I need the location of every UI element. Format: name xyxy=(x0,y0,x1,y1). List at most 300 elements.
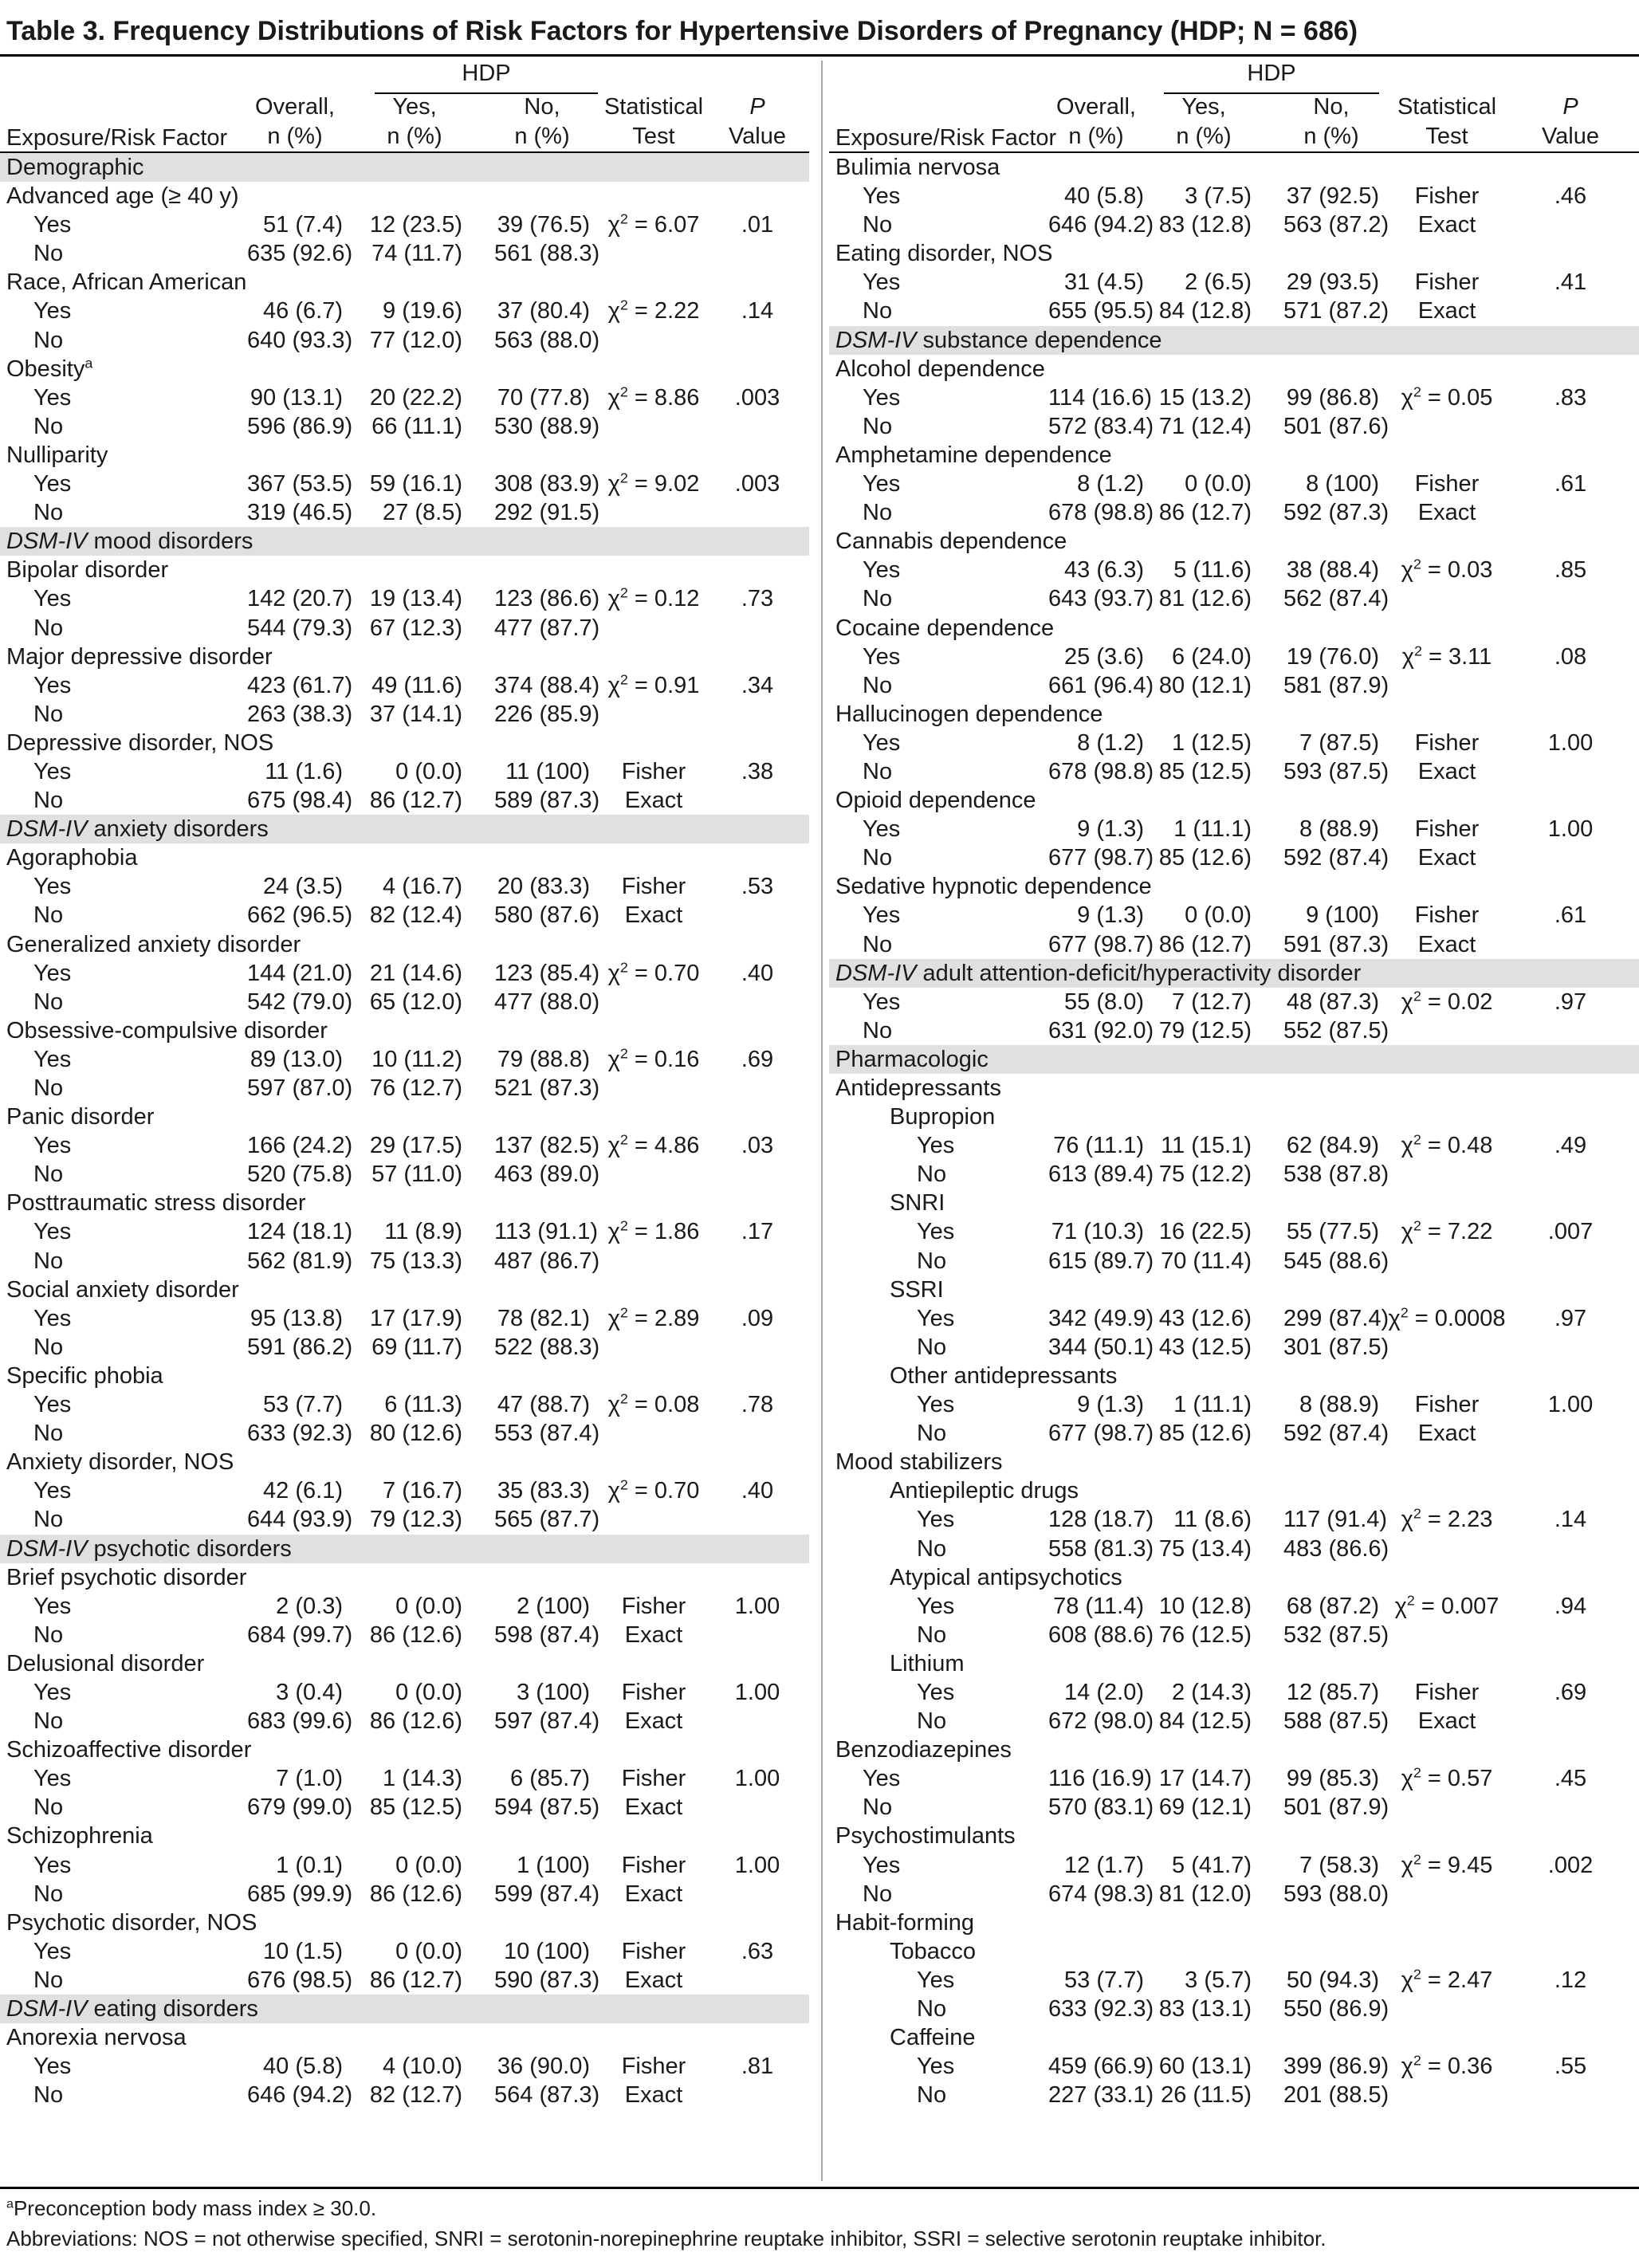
overall-cell: 646 (94.2) xyxy=(247,2082,353,2109)
statistical-test-cell: Fisher xyxy=(1414,471,1480,497)
row-group-label xyxy=(0,441,809,470)
p-value-cell: 1.00 xyxy=(1547,1392,1594,1418)
statistical-test-cell: Fisher xyxy=(621,1766,686,1792)
p-value-cell: .14 xyxy=(741,298,774,324)
section-header xyxy=(829,959,1639,988)
row-label: Yes xyxy=(863,816,901,843)
hdp-no-cell: 37 (80.4) xyxy=(497,298,590,324)
hdp-yes-cell: 0 (0.0) xyxy=(1185,471,1252,497)
p-value-cell: .08 xyxy=(1554,643,1587,670)
row-label: No xyxy=(33,1967,64,1993)
row-group-label xyxy=(0,843,809,872)
overall-cell: 89 (13.0) xyxy=(250,1046,343,1072)
hdp-no-cell: 19 (76.0) xyxy=(1286,643,1379,670)
hdp-no-cell: 70 (77.8) xyxy=(497,384,590,411)
table-row xyxy=(0,1476,809,1505)
overall-cell: 46 (6.7) xyxy=(263,298,343,324)
hdp-yes-cell: 79 (12.5) xyxy=(1158,1017,1252,1044)
hdp-no-cell: 589 (87.3) xyxy=(494,788,600,814)
hdp-yes-cell: 59 (16.1) xyxy=(369,471,462,497)
hdp-yes-cell: 79 (12.3) xyxy=(369,1507,462,1533)
overall-cell: 2 (0.3) xyxy=(276,1593,343,1619)
p-value-cell: .83 xyxy=(1554,384,1587,411)
table-row xyxy=(829,815,1639,843)
table-row xyxy=(829,383,1639,412)
hdp-yes-cell: 5 (41.7) xyxy=(1172,1852,1252,1878)
hdp-no-cell: 37 (92.5) xyxy=(1286,183,1379,210)
row-label: No xyxy=(33,788,64,814)
table-row xyxy=(829,498,1639,527)
row-group-label xyxy=(0,1563,809,1592)
table-row xyxy=(0,239,809,268)
hdp-no-cell: 308 (83.9) xyxy=(494,471,600,497)
hdp-yes-cell: 84 (12.8) xyxy=(1158,298,1252,324)
p-value-cell: .002 xyxy=(1547,1852,1594,1878)
p-value-cell: .09 xyxy=(741,1305,774,1331)
p-value-cell: .69 xyxy=(1554,1679,1587,1705)
row-label: Yes xyxy=(917,1219,955,1245)
top-rule xyxy=(0,54,1639,57)
row-label: Anxiety disorder, NOS xyxy=(6,1449,234,1476)
row-group-label xyxy=(0,1735,809,1764)
table-row xyxy=(0,1966,809,1995)
hdp-yes-cell: 6 (24.0) xyxy=(1172,643,1252,670)
table-row xyxy=(0,786,809,815)
header-yes-line1: Yes, xyxy=(1181,94,1226,120)
row-label: Yes xyxy=(863,729,901,756)
hdp-yes-cell: 86 (12.7) xyxy=(1158,931,1252,957)
p-value-cell: .01 xyxy=(741,212,774,238)
row-label: Yes xyxy=(863,1766,901,1792)
row-group-label xyxy=(829,1649,1639,1678)
overall-cell: 423 (61.7) xyxy=(247,672,353,698)
p-value-cell: .94 xyxy=(1554,1593,1587,1619)
table-row xyxy=(0,1707,809,1735)
overall-cell: 640 (93.3) xyxy=(247,327,353,353)
row-label: No xyxy=(33,1708,64,1735)
table-row xyxy=(0,1851,809,1880)
hdp-yes-cell: 21 (14.6) xyxy=(369,960,462,986)
row-label: Yes xyxy=(33,1478,72,1504)
header-overall xyxy=(1048,92,1144,151)
table-row xyxy=(829,1505,1639,1534)
row-label: Schizoaffective disorder xyxy=(6,1737,252,1763)
hdp-yes-cell: 83 (12.8) xyxy=(1158,212,1252,238)
hdp-no-cell: 48 (87.3) xyxy=(1286,989,1379,1015)
row-label: Yes xyxy=(917,1133,955,1159)
hdp-no-cell: 10 (100) xyxy=(503,1938,590,1964)
row-label: Amphetamine dependence xyxy=(835,442,1112,468)
table-row xyxy=(829,729,1639,757)
hdp-yes-cell: 85 (12.6) xyxy=(1158,845,1252,871)
hdp-no-cell: 565 (87.7) xyxy=(494,1507,600,1533)
table-row xyxy=(829,182,1639,210)
statistical-test-cell: Exact xyxy=(624,1881,683,1907)
statistical-test-cell: Exact xyxy=(1417,1421,1476,1447)
hdp-yes-cell: 81 (12.6) xyxy=(1158,586,1252,612)
statistical-test-cell: Exact xyxy=(1417,931,1476,957)
hdp-no-cell: 545 (88.6) xyxy=(1283,1248,1389,1274)
column-header xyxy=(829,59,1639,153)
p-value-cell: .61 xyxy=(1554,902,1587,929)
p-value-cell: .63 xyxy=(741,1938,774,1964)
hdp-no-cell: 137 (82.5) xyxy=(494,1133,600,1159)
overall-cell: 596 (86.9) xyxy=(247,413,353,439)
hdp-no-cell: 68 (87.2) xyxy=(1286,1593,1379,1619)
row-label: Panic disorder xyxy=(6,1104,155,1130)
row-label: Race, African American xyxy=(6,269,247,296)
table-row xyxy=(829,470,1639,498)
row-label: Psychotic disorder, NOS xyxy=(6,1909,257,1936)
header-p-value xyxy=(1515,92,1626,151)
header-statistical-test xyxy=(1387,92,1507,151)
row-label: No xyxy=(33,701,64,727)
table-row xyxy=(829,1535,1639,1563)
p-value-cell: .49 xyxy=(1554,1133,1587,1159)
row-label: Yes xyxy=(33,212,72,238)
hdp-yes-cell: 77 (12.0) xyxy=(369,327,462,353)
footnote-abbreviations: Abbreviations: NOS = not otherwise specified, SNRI = serotonin-norepinephrine reuptake inhibitor, SSRI = selective serotonin reuptake inhibitor. xyxy=(6,2227,1327,2250)
table-row xyxy=(829,901,1639,930)
overall-cell: 615 (89.7) xyxy=(1048,1248,1154,1274)
row-group-label xyxy=(829,527,1639,556)
hdp-no-cell: 598 (87.4) xyxy=(494,1621,600,1648)
statistical-test-cell: $\chi^2 = 3.11$ xyxy=(1401,642,1492,670)
row-label: Delusional disorder xyxy=(6,1650,205,1676)
row-group-label xyxy=(829,355,1639,383)
hdp-no-cell: 592 (87.4) xyxy=(1283,845,1389,871)
hdp-yes-cell: 49 (11.6) xyxy=(371,672,462,698)
statistical-test-cell: Fisher xyxy=(621,2054,686,2080)
statistical-test-cell: $\chi^2 = 0.0008$ xyxy=(1388,1304,1506,1331)
hdp-no-cell: 35 (83.3) xyxy=(497,1478,590,1504)
overall-cell: 608 (88.6) xyxy=(1048,1621,1154,1648)
row-label: No xyxy=(863,1881,893,1907)
p-value-cell: 1.00 xyxy=(734,1679,780,1705)
row-group-label xyxy=(0,1016,809,1045)
row-label: Tobacco xyxy=(890,1938,977,1964)
overall-cell: 43 (6.3) xyxy=(1064,557,1144,584)
row-group-label xyxy=(829,1735,1639,1764)
hdp-yes-cell: 75 (13.4) xyxy=(1158,1535,1252,1562)
hdp-no-cell: 553 (87.4) xyxy=(494,1421,600,1447)
row-group-label xyxy=(0,1276,809,1304)
statistical-test-cell: $\chi^2 = 0.12$ xyxy=(607,584,700,612)
header-p-value-line1: P xyxy=(749,94,765,120)
overall-cell: 661 (96.4) xyxy=(1048,672,1154,698)
hdp-no-cell: 8 (100) xyxy=(1306,471,1379,497)
row-label: No xyxy=(33,1334,64,1360)
table-row xyxy=(0,584,809,613)
row-group-label xyxy=(829,239,1639,268)
statistical-test-cell: $\chi^2 = 0.16$ xyxy=(607,1045,700,1072)
table-row xyxy=(0,297,809,325)
header-no-line1: No, xyxy=(1313,94,1350,120)
row-label: Yes xyxy=(917,2054,955,2080)
row-label: Cocaine dependence xyxy=(835,615,1055,641)
statistical-test-cell: $\chi^2 = 2.23$ xyxy=(1401,1505,1493,1533)
statistical-test-cell: Fisher xyxy=(1414,729,1480,756)
p-value-cell: 1.00 xyxy=(1547,729,1594,756)
table-row xyxy=(829,1160,1639,1189)
overall-cell: 570 (83.1) xyxy=(1048,1794,1154,1821)
hdp-yes-cell: 81 (12.0) xyxy=(1158,1881,1252,1907)
hdp-no-cell: 593 (88.0) xyxy=(1283,1881,1389,1907)
row-label: Obsessive-compulsive disorder xyxy=(6,1017,328,1044)
hdp-no-cell: 593 (87.5) xyxy=(1283,758,1389,784)
row-label: Agoraphobia xyxy=(6,845,138,871)
row-label: No xyxy=(33,1421,64,1447)
overall-cell: 685 (99.9) xyxy=(247,1881,353,1907)
statistical-test-cell: Fisher xyxy=(621,1679,686,1705)
table-row xyxy=(829,1592,1639,1621)
hdp-yes-cell: 12 (23.5) xyxy=(369,212,462,238)
hdp-no-cell: 123 (85.4) xyxy=(494,960,600,986)
overall-cell: 8 (1.2) xyxy=(1077,729,1144,756)
row-group-label xyxy=(829,1476,1639,1505)
overall-cell: 53 (7.7) xyxy=(1064,1967,1144,1993)
row-label: Opioid dependence xyxy=(835,788,1036,814)
hdp-group-header: HDP xyxy=(1247,61,1296,86)
row-label: Advanced age (≥ 40 y) xyxy=(6,183,239,210)
row-label: Yes xyxy=(33,672,72,698)
overall-cell: 116 (16.9) xyxy=(1048,1766,1153,1792)
row-group-label xyxy=(0,729,809,757)
overall-cell: 319 (46.5) xyxy=(247,500,353,526)
hdp-no-cell: 8 (88.9) xyxy=(1299,816,1379,843)
statistical-test-cell: $\chi^2 = 8.86$ xyxy=(607,383,700,411)
hdp-no-cell: 592 (87.3) xyxy=(1283,500,1389,526)
statistical-test-cell: Fisher xyxy=(1414,1679,1480,1705)
hdp-no-cell: 39 (76.5) xyxy=(497,212,590,238)
overall-cell: 42 (6.1) xyxy=(263,1478,343,1504)
hdp-yes-cell: 16 (22.5) xyxy=(1158,1219,1252,1245)
statistical-test-cell: Fisher xyxy=(621,1593,686,1619)
overall-cell: 14 (2.0) xyxy=(1064,1679,1144,1705)
statistical-test-cell: $\chi^2 = 0.57$ xyxy=(1401,1764,1493,1792)
row-label: Antidepressants xyxy=(835,1075,1001,1101)
hdp-no-cell: 55 (77.5) xyxy=(1286,1219,1379,1245)
row-label: No xyxy=(863,1017,893,1044)
hdp-no-cell: 8 (88.9) xyxy=(1299,1392,1379,1418)
hdp-no-cell: 594 (87.5) xyxy=(494,1794,600,1821)
overall-cell: 344 (50.1) xyxy=(1048,1334,1154,1360)
hdp-no-cell: 50 (94.3) xyxy=(1286,1967,1379,1993)
hdp-yes-cell: 43 (12.5) xyxy=(1158,1334,1252,1360)
overall-cell: 25 (3.6) xyxy=(1064,643,1144,670)
hdp-no-cell: 62 (84.9) xyxy=(1286,1133,1379,1159)
hdp-no-cell: 483 (86.6) xyxy=(1283,1535,1389,1562)
row-label: Benzodiazepines xyxy=(835,1737,1012,1763)
hdp-yes-cell: 1 (11.1) xyxy=(1173,816,1252,843)
row-label: Cannabis dependence xyxy=(835,529,1067,555)
hdp-yes-cell: 1 (11.1) xyxy=(1173,1392,1252,1418)
bottom-rule xyxy=(0,2187,1639,2189)
table-row xyxy=(829,757,1639,786)
row-label: Yes xyxy=(33,1938,72,1964)
row-label: DSM-IV anxiety disorders xyxy=(6,816,269,843)
hdp-yes-cell: 75 (12.2) xyxy=(1158,1162,1252,1188)
table-row xyxy=(0,988,809,1016)
p-value-cell: .40 xyxy=(741,1478,774,1504)
overall-cell: 78 (11.4) xyxy=(1053,1593,1144,1619)
table-row xyxy=(0,210,809,239)
overall-cell: 71 (10.3) xyxy=(1051,1219,1144,1245)
overall-cell: 24 (3.5) xyxy=(263,874,343,900)
p-value-cell: 1.00 xyxy=(734,1852,780,1878)
statistical-test-cell: $\chi^2 = 0.70$ xyxy=(607,958,700,986)
overall-cell: 263 (38.3) xyxy=(247,701,353,727)
p-value-cell: .007 xyxy=(1547,1219,1594,1245)
hdp-no-cell: 99 (85.3) xyxy=(1286,1766,1379,1792)
overall-cell: 631 (92.0) xyxy=(1048,1017,1154,1044)
p-value-cell: .03 xyxy=(741,1133,774,1159)
hdp-no-cell: 501 (87.6) xyxy=(1283,413,1389,439)
hdp-yes-cell: 82 (12.7) xyxy=(369,2082,462,2109)
hdp-no-cell: 226 (85.9) xyxy=(494,701,600,727)
p-value-cell: .69 xyxy=(741,1046,774,1072)
row-label: Caffeine xyxy=(890,2025,976,2051)
statistical-test-cell: Fisher xyxy=(621,874,686,900)
hdp-no-cell: 301 (87.5) xyxy=(1283,1334,1389,1360)
row-label: No xyxy=(863,212,893,238)
table-title: Table 3. Frequency Distributions of Risk Factors for Hypertensive Disorders of Pregnancy (HDP; N = 686) xyxy=(6,16,1358,46)
hdp-group-header: HDP xyxy=(462,61,511,86)
table-row xyxy=(829,1966,1639,1995)
row-label: Hallucinogen dependence xyxy=(835,701,1103,727)
hdp-no-cell: 561 (88.3) xyxy=(494,241,600,267)
table-row xyxy=(0,470,809,498)
hdp-yes-cell: 17 (14.7) xyxy=(1158,1766,1252,1792)
hdp-no-cell: 99 (86.8) xyxy=(1286,384,1379,411)
overall-cell: 128 (18.7) xyxy=(1048,1507,1154,1533)
row-label: No xyxy=(917,1708,947,1735)
overall-cell: 11 (1.6) xyxy=(265,758,343,784)
hdp-yes-cell: 84 (12.5) xyxy=(1158,1708,1252,1735)
row-group-label xyxy=(0,1103,809,1131)
row-label: Yes xyxy=(33,586,72,612)
hdp-yes-cell: 69 (11.7) xyxy=(371,1334,462,1360)
hdp-yes-cell: 20 (22.2) xyxy=(369,384,462,411)
overall-cell: 677 (98.7) xyxy=(1048,931,1154,957)
row-label: Yes xyxy=(863,902,901,929)
hdp-yes-cell: 10 (12.8) xyxy=(1158,1593,1252,1619)
table-row xyxy=(0,1937,809,1966)
overall-cell: 10 (1.5) xyxy=(263,1938,343,1964)
table-row xyxy=(829,210,1639,239)
hdp-yes-cell: 69 (12.1) xyxy=(1158,1794,1252,1821)
hdp-no-cell: 12 (85.7) xyxy=(1286,1679,1379,1705)
statistical-test-cell: $\chi^2 = 0.02$ xyxy=(1401,988,1493,1015)
row-label: Schizophrenia xyxy=(6,1823,153,1849)
table-row xyxy=(829,1390,1639,1419)
hdp-no-cell: 501 (87.9) xyxy=(1283,1794,1389,1821)
header-overall-line1: Overall, xyxy=(255,94,335,120)
row-label: Yes xyxy=(863,989,901,1015)
p-value-cell: .97 xyxy=(1554,989,1587,1015)
row-label: DSM-IV mood disorders xyxy=(6,529,254,555)
overall-cell: 562 (81.9) xyxy=(247,1248,353,1274)
table-row xyxy=(0,1592,809,1621)
p-value-cell: 1.00 xyxy=(1547,816,1594,843)
hdp-no-cell: 399 (86.9) xyxy=(1283,2054,1389,2080)
p-value-cell: .34 xyxy=(741,672,774,698)
overall-cell: 7 (1.0) xyxy=(276,1766,343,1792)
hdp-yes-cell: 3 (5.7) xyxy=(1185,1967,1252,1993)
row-group-label xyxy=(829,1822,1639,1850)
overall-cell: 166 (24.2) xyxy=(247,1133,353,1159)
table-row xyxy=(829,584,1639,613)
table-row xyxy=(829,1304,1639,1333)
row-label: Yes xyxy=(917,1679,955,1705)
hdp-yes-cell: 71 (12.4) xyxy=(1158,413,1252,439)
p-value-cell: .81 xyxy=(741,2054,774,2080)
section-header xyxy=(0,1535,809,1563)
statistical-test-cell: Fisher xyxy=(1414,902,1480,929)
overall-cell: 12 (1.7) xyxy=(1064,1852,1144,1878)
overall-cell: 9 (1.3) xyxy=(1077,1392,1144,1418)
row-label: Psychostimulants xyxy=(835,1823,1016,1849)
row-label: Yes xyxy=(863,183,901,210)
hdp-yes-cell: 80 (12.6) xyxy=(369,1421,462,1447)
row-label: No xyxy=(33,902,64,929)
p-value-cell: .41 xyxy=(1554,269,1587,296)
row-label: Yes xyxy=(917,1593,955,1619)
overall-cell: 644 (93.9) xyxy=(247,1507,353,1533)
hdp-yes-cell: 67 (12.3) xyxy=(369,615,462,641)
row-label: Yes xyxy=(917,1967,955,1993)
table-row xyxy=(0,1160,809,1189)
table-row xyxy=(829,1995,1639,2023)
hdp-yes-cell: 27 (8.5) xyxy=(383,500,462,526)
row-label: Bupropion xyxy=(890,1104,996,1130)
header-exposure: Exposure/Risk Factor xyxy=(6,125,228,151)
table-row xyxy=(0,1074,809,1103)
table-row xyxy=(829,643,1639,671)
table-row xyxy=(829,1419,1639,1448)
overall-cell: 3 (0.4) xyxy=(276,1679,343,1705)
table-row xyxy=(829,297,1639,325)
hdp-yes-cell: 1 (12.5) xyxy=(1172,729,1252,756)
statistical-test-cell: Exact xyxy=(624,1621,683,1648)
statistical-test-cell: Exact xyxy=(1417,845,1476,871)
row-group-label xyxy=(829,1448,1639,1476)
hdp-no-cell: 487 (86.7) xyxy=(494,1248,600,1274)
statistical-test-cell: Exact xyxy=(624,902,683,929)
overall-cell: 40 (5.8) xyxy=(263,2054,343,2080)
row-label: Alcohol dependence xyxy=(835,356,1045,382)
table-row xyxy=(0,757,809,786)
header-yes xyxy=(367,92,462,151)
statistical-test-cell: $\chi^2 = 9.02$ xyxy=(607,470,700,497)
header-statistical-test xyxy=(598,92,709,151)
row-label: Yes xyxy=(33,384,72,411)
row-label: Bipolar disorder xyxy=(6,557,169,584)
hdp-yes-cell: 0 (0.0) xyxy=(395,1593,462,1619)
row-label: Yes xyxy=(863,557,901,584)
overall-cell: 51 (7.4) xyxy=(263,212,343,238)
p-value-cell: .46 xyxy=(1554,183,1587,210)
overall-cell: 677 (98.7) xyxy=(1048,1421,1154,1447)
header-no-line2: n (%) xyxy=(1303,124,1359,149)
row-label: Yes xyxy=(33,1392,72,1418)
overall-cell: 677 (98.7) xyxy=(1048,845,1154,871)
statistical-test-cell: Exact xyxy=(1417,1708,1476,1735)
table-row xyxy=(829,930,1639,959)
table-row xyxy=(0,1247,809,1276)
right-panel xyxy=(829,59,1639,2183)
column-separator xyxy=(821,61,823,2181)
